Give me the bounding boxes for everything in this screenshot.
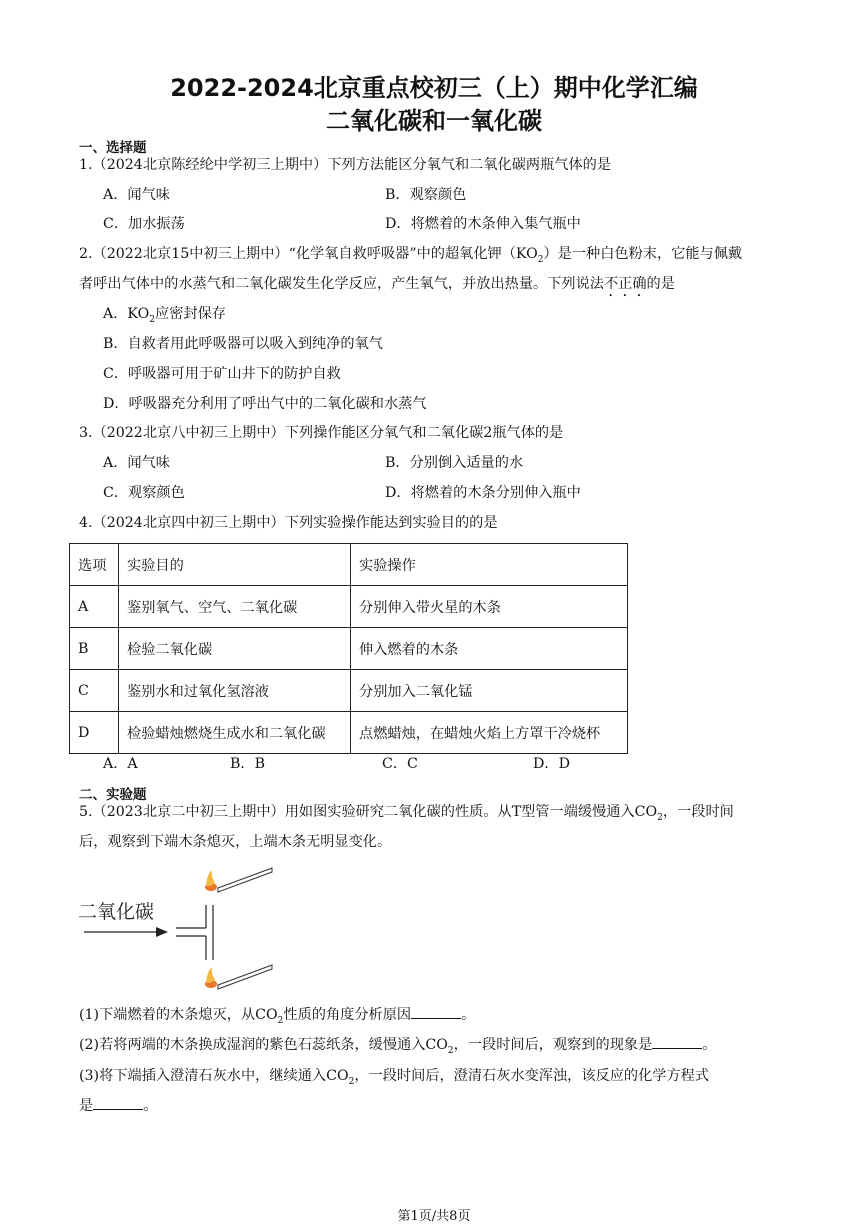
q5-part1: (1)下端燃着的木条熄灭，从$CO_2$性质的角度分析原因 。	[79, 1007, 476, 1026]
table-cell: 点燃蜡烛，在蜡烛火焰上方罩干冷烧杯	[351, 712, 628, 754]
page-footer: 第1页/共8页	[397, 1209, 471, 1224]
table-header-row	[70, 544, 628, 586]
q4-option-b: B．B	[230, 756, 266, 772]
figure-label: 二氧化碳	[78, 901, 155, 923]
q4-option-a: A．A	[103, 756, 138, 772]
q3-stem: 3.（2022北京八中初三上期中）下列操作能区分氧气和二氧化碳2瓶气体的是	[79, 425, 564, 441]
q1-option-b: B．观察颜色	[385, 187, 467, 203]
doc-title: 2022-2024北京重点校初三（上）期中化学汇编	[170, 74, 698, 102]
t-tube-figure	[76, 862, 276, 994]
table-cell: 分别伸入带火星的木条	[351, 586, 628, 628]
q2-option-a: A．$KO_2$应密封保存	[103, 306, 226, 325]
q2-stem-line2: 者呼出气体中的水蒸气和二氧化碳发生化学反应，产生氧气，并放出热量。下列说法不正确的是	[79, 276, 675, 292]
q3-option-a: A．闻气味	[103, 455, 170, 471]
q1-option-d: D．将燃着的木条伸入集气瓶中	[385, 216, 581, 232]
table-cell: C	[70, 670, 119, 712]
table-row	[70, 670, 628, 712]
experiment-table	[69, 543, 628, 754]
table-row	[70, 586, 628, 628]
section-heading-experiment: 二、实验题	[79, 787, 147, 803]
lower-match-icon	[205, 965, 272, 989]
q3-option-d: D．将燃着的木条分别伸入瓶中	[385, 485, 581, 501]
table-cell: A	[70, 586, 119, 628]
table-cell: 伸入燃着的木条	[351, 628, 628, 670]
table-row	[70, 712, 628, 754]
q1-option-c: C．加水振荡	[103, 216, 185, 232]
answer-blank[interactable]	[93, 1097, 143, 1110]
upper-match-icon	[205, 868, 272, 892]
q5-part2: (2)若将两端的木条换成湿润的紫色石蕊纸条，缓慢通入$CO_2$，一段时间后，观察到的现象是 。	[79, 1037, 717, 1056]
table-row	[70, 628, 628, 670]
table-cell: 鉴别水和过氧化氢溶液	[119, 670, 351, 712]
q3-option-c: C．观察颜色	[103, 485, 185, 501]
q2-option-d: D．呼吸器充分利用了呼出气中的二氧化碳和水蒸气	[103, 396, 427, 412]
t-tube	[176, 905, 213, 960]
emphasis-text: 不正确	[603, 276, 647, 292]
table-cell: D	[70, 712, 119, 754]
q3-option-b: B．分别倒入适量的水	[385, 455, 524, 471]
q1-option-a: A．闻气味	[103, 187, 170, 203]
q2-option-b: B．自救者用此呼吸器可以吸入到纯净的氧气	[103, 336, 383, 352]
table-cell: 分别加入二氧化锰	[351, 670, 628, 712]
header-cell: 选项	[70, 544, 119, 586]
answer-blank[interactable]	[411, 1006, 461, 1019]
table-cell: B	[70, 628, 119, 670]
doc-subtitle: 二氧化碳和一氧化碳	[326, 107, 542, 135]
q5-stem-line2: 后，观察到下端木条熄灭，上端木条无明显变化。	[79, 834, 392, 850]
table-cell: 检验二氧化碳	[119, 628, 351, 670]
q2-stem-line1: 2.（2022北京15中初三上期中）“化学氧自救呼吸器”中的超氧化钾$(KO_2)$是一种白色粉末，它能与佩戴	[79, 246, 743, 265]
arrow-icon	[84, 927, 168, 937]
header-cell: 实验操作	[351, 544, 628, 586]
q4-option-c: C．C	[382, 756, 418, 772]
table-cell: 鉴别氧气、空气、二氧化碳	[119, 586, 351, 628]
header-cell: 实验目的	[119, 544, 351, 586]
table-cell: 检验蜡烛燃烧生成水和二氧化碳	[119, 712, 351, 754]
answer-blank[interactable]	[652, 1036, 702, 1049]
section-heading-choice: 一、选择题	[79, 140, 147, 156]
q5-stem-line1: 5.（2023北京二中初三上期中）用如图实验研究二氧化碳的性质。从T型管一端缓慢通入$CO_2$，一段时间	[79, 804, 734, 823]
q4-stem: 4.（2024北京四中初三上期中）下列实验操作能达到实验目的的是	[79, 515, 498, 531]
q5-part3-line2: 是 。	[79, 1098, 158, 1114]
q4-option-d: D．D	[533, 756, 570, 772]
q1-stem: 1.（2024北京陈经纶中学初三上期中）下列方法能区分氧气和二氧化碳两瓶气体的是	[79, 157, 612, 173]
q2-option-c: C．呼吸器可用于矿山井下的防护自救	[103, 366, 341, 382]
q5-part3: (3)将下端插入澄清石灰水中，继续通入$CO_2$，一段时间后，澄清石灰水变浑浊，该反应的化学方程式	[79, 1068, 710, 1087]
